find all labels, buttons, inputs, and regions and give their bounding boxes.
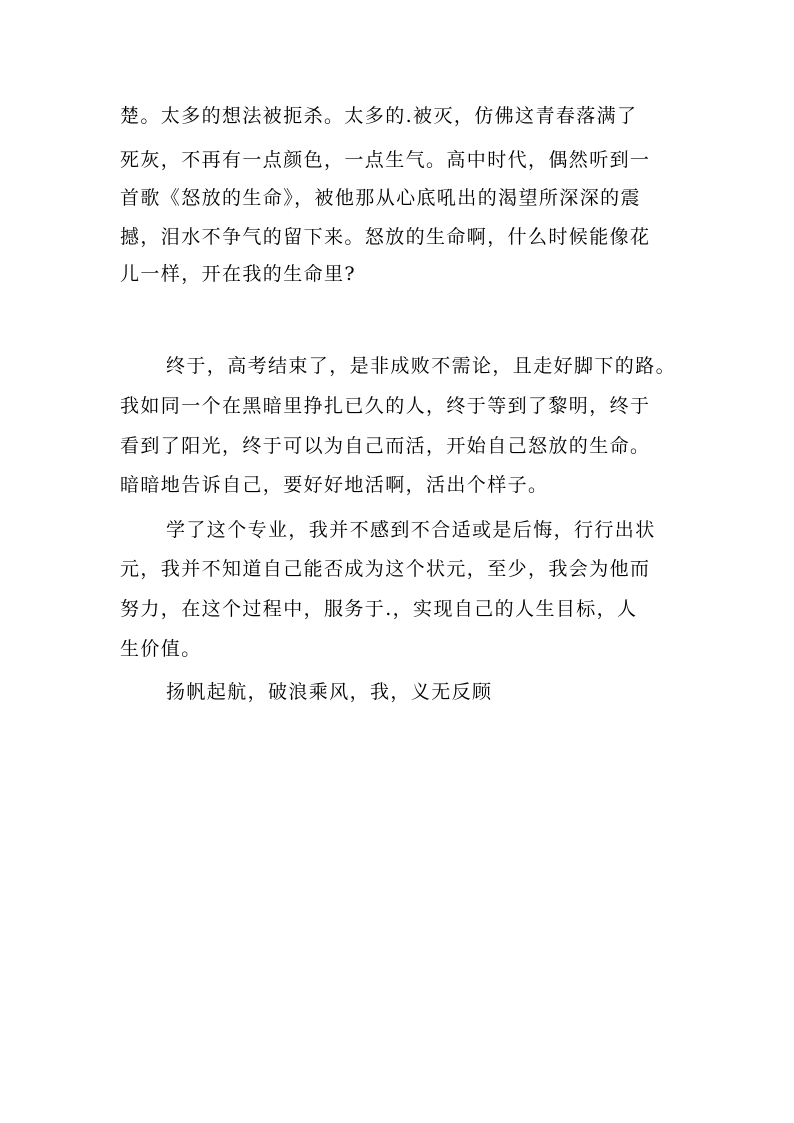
text-line: 元，我并不知道自己能否成为这个状元，至少，我会为他而 <box>120 558 651 580</box>
text-line: 楚。太多的想法被扼杀。太多的.被灭，仿佛这青春落满了 <box>120 105 638 127</box>
text-line: 终于，高考结束了，是非成败不需论，且走好脚下的路。 <box>166 355 677 377</box>
text-line: 学了这个专业，我并不感到不合适或是后悔，行行出状 <box>166 519 656 541</box>
text-line: 生价值。 <box>120 638 202 660</box>
text-line: 我如同一个在黑暗里挣扎已久的人，终于等到了黎明，终于 <box>120 395 651 417</box>
text-line: 儿一样，开在我的生命里? <box>120 263 356 285</box>
text-line: 死灰，不再有一点颜色，一点生气。高中时代，偶然听到一 <box>120 149 651 171</box>
text-line: 撼，泪水不争气的留下来。怒放的生命啊，什么时候能像花 <box>120 226 651 248</box>
text-line: 看到了阳光，终于可以为自己而活，开始自己怒放的生命。 <box>120 435 651 457</box>
text-line: 暗暗地告诉自己，要好好地活啊，活出个样子。 <box>120 474 549 496</box>
text-line: 首歌《怒放的生命》，被他那从心底吼出的渴望所深深的震 <box>120 187 641 209</box>
text-line: 扬帆起航，破浪乘风，我，义无反顾 <box>166 681 493 703</box>
text-line: 努力，在这个过程中，服务于.，实现自己的人生目标，人 <box>120 598 638 620</box>
